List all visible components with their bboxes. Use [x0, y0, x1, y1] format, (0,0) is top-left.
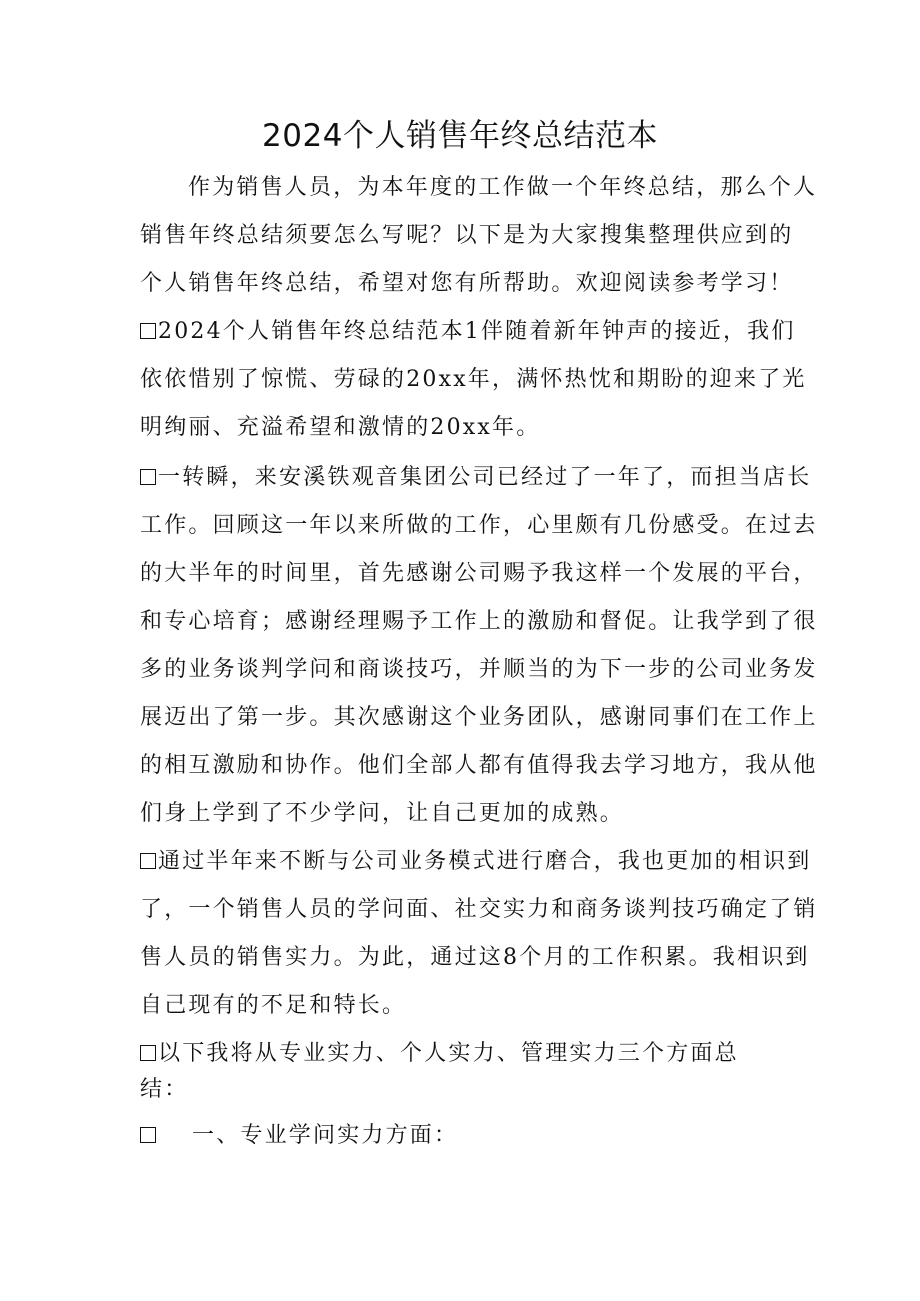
text-line: 和专心培育；感谢经理赐予工作上的激励和督促。让我学到了很	[140, 609, 818, 634]
document-title: 2024个人销售年终总结范本	[262, 118, 658, 154]
text-line: 销售年终总结须要怎么写呢？以下是为大家搜集整理供应到的	[140, 223, 794, 248]
text-line: 自己现有的不足和特长。	[140, 993, 407, 1018]
text-line: 售人员的销售实力。为此，通过这8个月的工作积累。我相识到	[140, 945, 810, 970]
text-line: 结：	[140, 1077, 189, 1102]
text-line	[140, 1036, 739, 1072]
checkbox-square-icon	[140, 323, 156, 339]
checkbox-square-icon	[140, 1045, 156, 1061]
checkbox-square-icon	[140, 1127, 156, 1143]
section-heading	[140, 1118, 458, 1154]
text-line	[140, 460, 811, 496]
text-line: 的大半年的时间里，首先感谢公司赐予我这样一个发展的平台，	[140, 561, 818, 586]
text-line: 工作。回顾这一年以来所做的工作，心里颇有几份感受。在过去	[140, 513, 818, 538]
text-span: 一转瞬，来安溪铁观音集团公司已经过了一年了，而担当店长	[158, 465, 812, 490]
text-line: 明绚丽、充溢希望和激情的20xx年。	[140, 415, 541, 440]
checkbox-square-icon	[140, 853, 156, 869]
text-line: 作为销售人员，为本年度的工作做一个年终总结，那么个人	[188, 175, 818, 200]
text-line: 了，一个销售人员的学问面、社交实力和商务谈判技巧确定了销	[140, 897, 818, 922]
text-span: 以下我将从专业实力、个人实力、管理实力三个方面总	[158, 1041, 739, 1066]
text-line: 们身上学到了不少学问，让自己更加的成熟。	[140, 801, 625, 826]
text-line: 展迈出了第一步。其次感谢这个业务团队，感谢同事们在工作上	[140, 705, 818, 730]
checkbox-square-icon	[140, 469, 156, 485]
text-line	[140, 314, 796, 350]
text-span: 2024个人销售年终总结范本1伴随着新年钟声的接近，我们	[158, 319, 796, 344]
text-line: 依依惜别了惊慌、劳碌的20xx年，满怀热忱和期盼的迎来了光	[140, 367, 807, 392]
heading-text: 一、专业学问实力方面：	[192, 1123, 459, 1148]
text-span: 通过半年来不断与公司业务模式进行磨合，我也更加的相识到	[158, 849, 812, 874]
text-line: 个人销售年终总结，希望对您有所帮助。欢迎阅读参考学习！	[140, 271, 794, 296]
text-line: 的相互激励和协作。他们全部人都有值得我去学习地方，我从他	[140, 753, 818, 778]
text-line	[140, 844, 811, 880]
text-line: 多的业务谈判学问和商谈技巧，并顺当的为下一步的公司业务发	[140, 657, 818, 682]
